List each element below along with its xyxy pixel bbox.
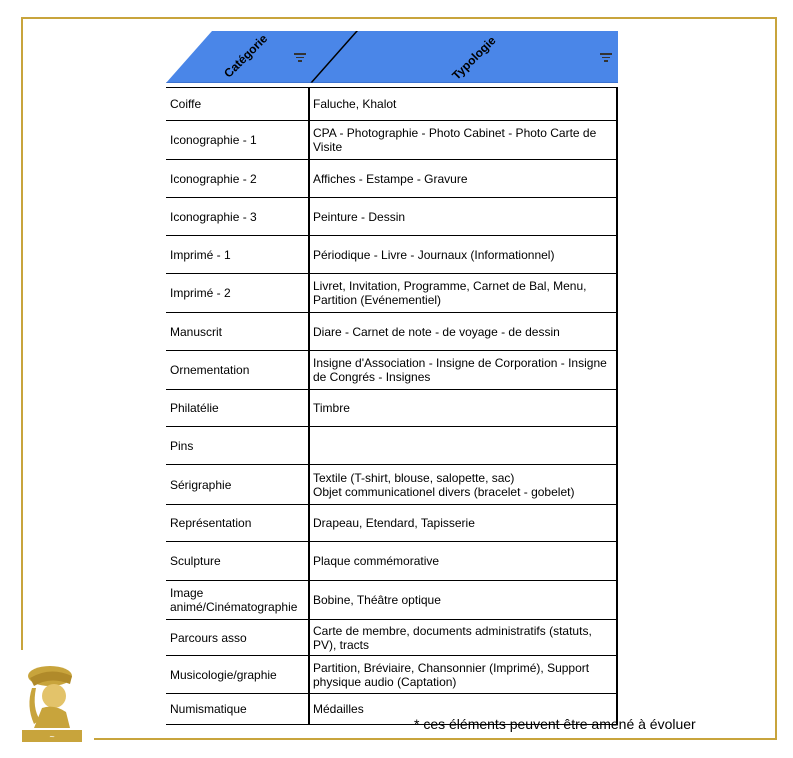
typology-cell[interactable]: CPA - Photographie - Photo Cabinet - Photo Carte de Visite xyxy=(310,121,618,159)
table-row xyxy=(166,542,618,581)
typology-cell[interactable]: Insigne d'Association - Insigne de Corporation - Insigne de Congrés - Insignes xyxy=(310,351,618,389)
category-cell[interactable]: Représentation xyxy=(166,505,310,541)
table-row xyxy=(166,351,618,390)
svg-text:~: ~ xyxy=(49,733,55,741)
table-row xyxy=(166,465,618,505)
category-cell[interactable]: Image animé/Cinématographie xyxy=(166,581,310,619)
table-row xyxy=(166,88,618,121)
table-row xyxy=(166,236,618,274)
footnote: * ces éléments peuvent être amené à évoluer xyxy=(414,716,696,732)
table-row xyxy=(166,274,618,313)
typology-cell[interactable]: Faluche, Khalot xyxy=(310,88,618,120)
category-cell[interactable]: Sérigraphie xyxy=(166,465,310,504)
category-cell[interactable]: Philatélie xyxy=(166,390,310,426)
category-cell[interactable]: Pins xyxy=(166,427,310,464)
category-cell[interactable]: Manuscrit xyxy=(166,313,310,350)
category-table xyxy=(166,31,618,725)
typology-cell[interactable]: Diare - Carnet de note - de voyage - de dessin xyxy=(310,313,618,350)
typology-cell[interactable]: Livret, Invitation, Programme, Carnet de Bal, Menu, Partition (Evénementiel) xyxy=(310,274,618,312)
logo-icon xyxy=(20,658,84,749)
category-cell[interactable]: Parcours asso xyxy=(166,620,310,655)
category-cell[interactable]: Musicologie/graphie xyxy=(166,656,310,693)
category-cell[interactable]: Iconographie - 2 xyxy=(166,160,310,197)
typology-cell[interactable]: Périodique - Livre - Journaux (Informationnel) xyxy=(310,236,618,273)
filter-icon-categorie[interactable] xyxy=(294,53,306,63)
typology-cell[interactable]: Médailles xyxy=(310,694,618,724)
typology-cell[interactable]: Partition, Bréviaire, Chansonnier (Imprimé), Support physique audio (Captation) xyxy=(310,656,618,693)
typology-cell[interactable]: Timbre xyxy=(310,390,618,426)
table-row xyxy=(166,390,618,427)
typology-cell[interactable]: Textile (T-shirt, blouse, salopette, sac) Objet communicationel divers (bracelet - gobelet) xyxy=(310,465,618,504)
table-row xyxy=(166,313,618,351)
typology-cell[interactable]: Carte de membre, documents administratifs (statuts, PV), tracts xyxy=(310,620,618,655)
header-categorie[interactable]: Catégorie xyxy=(221,31,271,81)
filter-icon-typologie[interactable] xyxy=(600,53,612,63)
category-cell[interactable]: Imprimé - 1 xyxy=(166,236,310,273)
table-row xyxy=(166,581,618,620)
category-cell[interactable]: Imprimé - 2 xyxy=(166,274,310,312)
table-header xyxy=(166,31,618,83)
typology-cell[interactable]: Drapeau, Etendard, Tapisserie xyxy=(310,505,618,541)
typology-cell[interactable]: Bobine, Théâtre optique xyxy=(310,581,618,619)
typology-cell[interactable] xyxy=(310,427,618,464)
typology-cell[interactable]: Plaque commémorative xyxy=(310,542,618,580)
category-cell[interactable]: Coiffe xyxy=(166,88,310,120)
category-cell[interactable]: Numismatique xyxy=(166,694,310,724)
category-cell[interactable]: Iconographie - 3 xyxy=(166,198,310,235)
table-row xyxy=(166,505,618,542)
table-body xyxy=(166,87,618,725)
table-row xyxy=(166,427,618,465)
table-row xyxy=(166,656,618,694)
typology-cell[interactable]: Affiches - Estampe - Gravure xyxy=(310,160,618,197)
category-cell[interactable]: Sculpture xyxy=(166,542,310,580)
typology-cell[interactable]: Peinture - Dessin xyxy=(310,198,618,235)
category-cell[interactable]: Iconographie - 1 xyxy=(166,121,310,159)
table-row xyxy=(166,121,618,160)
category-cell[interactable]: Ornementation xyxy=(166,351,310,389)
table-row xyxy=(166,160,618,198)
table-row xyxy=(166,620,618,656)
table-row xyxy=(166,198,618,236)
header-typologie[interactable]: Typologie xyxy=(449,33,499,83)
